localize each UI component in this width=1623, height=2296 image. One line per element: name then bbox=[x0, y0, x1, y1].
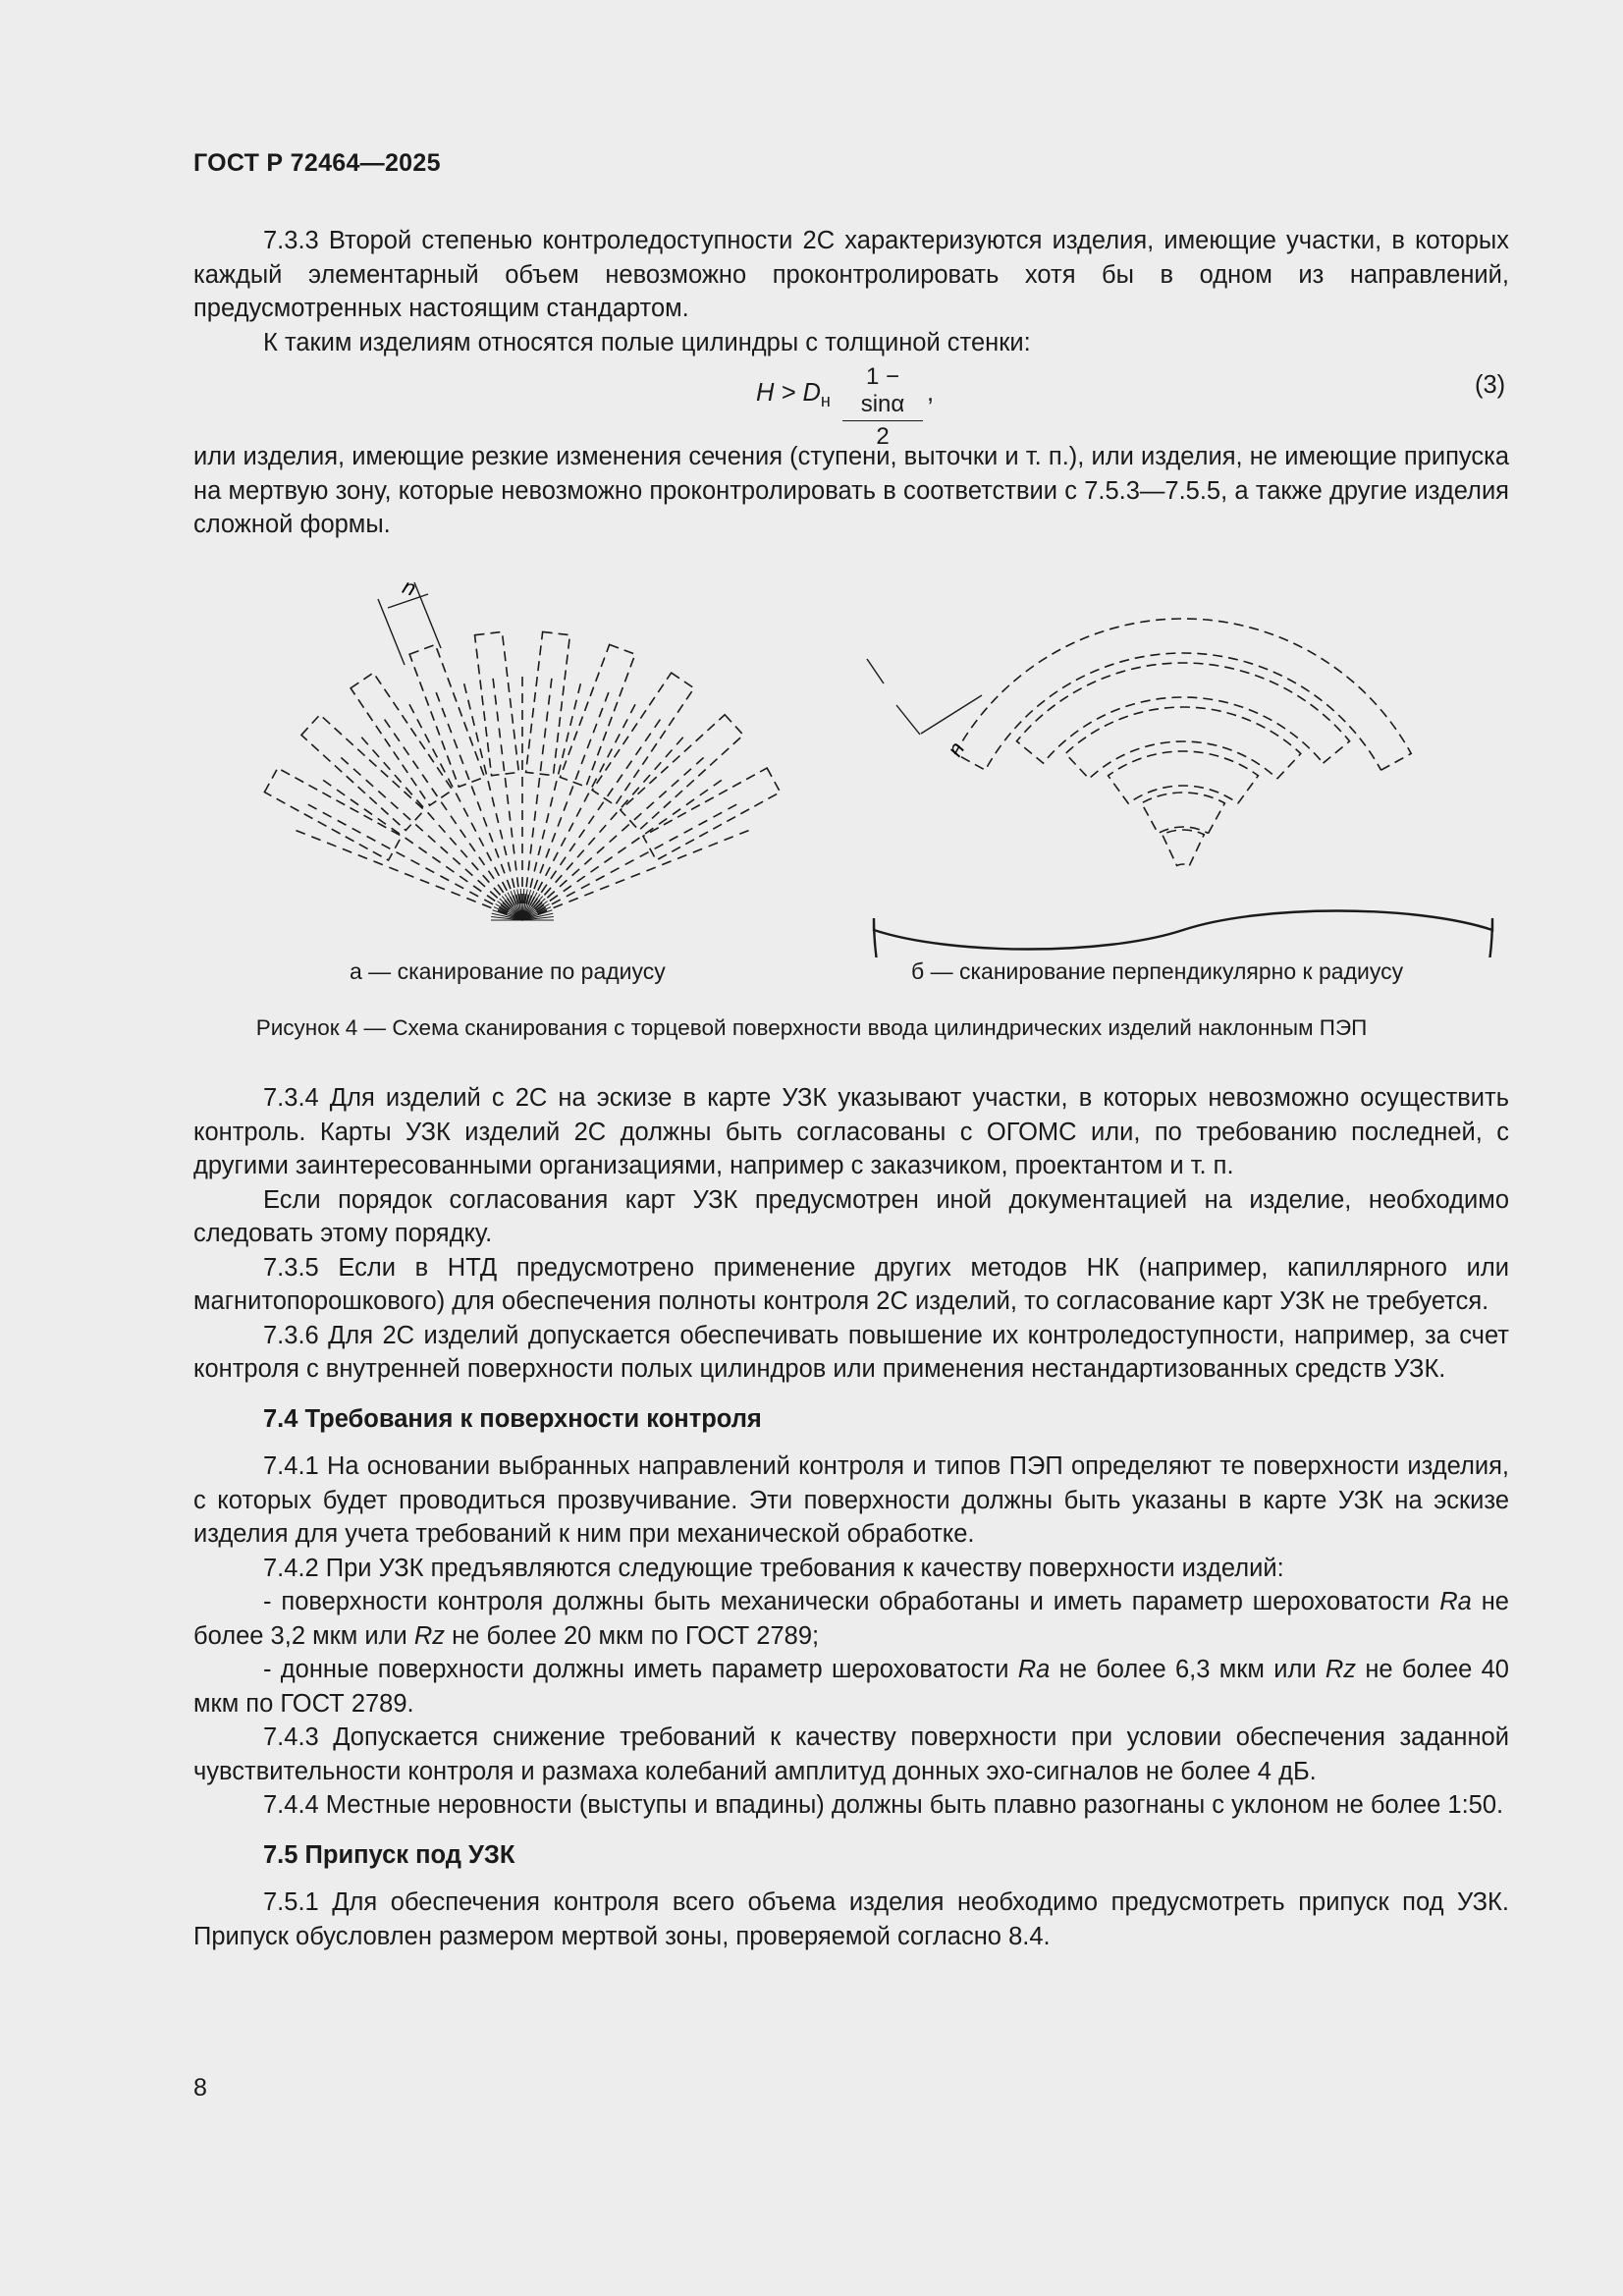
scan-zone-rect bbox=[351, 673, 453, 805]
scan-band bbox=[1163, 830, 1205, 865]
page-number: 8 bbox=[193, 2074, 207, 2102]
scan-ray bbox=[522, 801, 742, 920]
scan-zone-rect bbox=[301, 715, 424, 831]
scan-ray bbox=[522, 828, 755, 920]
scan-ray bbox=[407, 700, 522, 920]
formula-lhs: $H > D_н$ bbox=[756, 379, 831, 411]
scan-ray bbox=[435, 688, 522, 920]
scan-zone-rect bbox=[643, 768, 781, 860]
scan-ray bbox=[522, 688, 610, 920]
scan-zone-rect bbox=[409, 644, 484, 787]
heading-7-5: 7.5 Припуск под УЗК bbox=[263, 1840, 515, 1869]
scan-zone-rect bbox=[560, 644, 634, 787]
scan-ray bbox=[522, 734, 686, 920]
scan-ray bbox=[493, 675, 522, 920]
diagram-b-perpendicular-scanning bbox=[867, 619, 1492, 957]
scan-zone-rect bbox=[592, 673, 694, 805]
paragraph-7-4-4: 7.4.4 Местные неровности (выступы и впадины) должны быть плавно разогнаны с уклоном не более 1:50. bbox=[263, 1791, 1504, 1819]
caption-b: б — сканирование перпендикулярно к радиусу bbox=[911, 958, 1404, 984]
scan-band bbox=[1016, 663, 1349, 763]
part-outline-b bbox=[874, 911, 1492, 958]
paragraph-after-formula: или изделия, имеющие резкие изменения сечения (ступени, выточки и т. п.), или изделия, не имеющие припуска на мертвую зону, которые невозможно проконтролировать в соответствии с 7.5.3—7.5.5, а также другие изделия сложной формы. bbox=[193, 443, 1509, 538]
scan-ray bbox=[358, 734, 522, 920]
formula-comma: , bbox=[927, 379, 935, 407]
heading-7-4: 7.4 Требования к поверхности контроля bbox=[263, 1404, 762, 1433]
list-item-1: - поверхности контроля должны быть механически обработаны и иметь параметр шероховатости Ra не более 3,2 мкм или Rz не более 20 мкм по ГОСТ 2789; bbox=[193, 1588, 1509, 1650]
list-item-2: - донные поверхности должны иметь параметр шероховатости Ra не более 6,3 мкм или Rz не более 40 мкм по ГОСТ 2789. bbox=[193, 1656, 1509, 1718]
after-formula-text bbox=[193, 440, 1509, 542]
formula-numerator: 1 − sinα bbox=[860, 363, 905, 417]
dimension-arrow-b bbox=[896, 705, 920, 735]
dimension-line-a bbox=[378, 599, 405, 665]
paragraph-7-4-3: 7.4.3 Допускается снижение требований к качеству поверхности при условии обеспечения заданной чувствительности контроля и размаха колебаний амплитуд донных эхо-сигналов не более 4 дБ. bbox=[193, 1723, 1509, 1785]
caption-a: а — сканирование по радиусу bbox=[350, 958, 666, 984]
formula-denominator: 2 bbox=[876, 423, 890, 450]
dimension-line-b bbox=[921, 695, 982, 734]
paragraph-7-3-3-b: К таким изделиям относятся полые цилиндры с толщиной стенки: bbox=[263, 328, 1031, 356]
scan-zone-rect bbox=[264, 768, 402, 860]
formula-number: (3) bbox=[1475, 371, 1506, 399]
paragraph-7-3-4-b: Если порядок согласования карт УЗК предусмотрен иной документацией на изделие, необходимо следовать этому порядку. bbox=[193, 1185, 1509, 1247]
paragraph-7-3-5: 7.3.5 Если в НТД предусмотрено применение других методов НК (например, капиллярного или магнитопорошкового) для обеспечения полноты контроля 2С изделий, то согласование карт УЗК не требуется. bbox=[193, 1253, 1509, 1315]
scan-zone-rect bbox=[621, 715, 743, 831]
section-7-3-3 bbox=[193, 224, 1509, 359]
scan-ray bbox=[463, 680, 522, 920]
fraction-bar bbox=[842, 420, 923, 421]
formula-3 bbox=[0, 361, 1623, 450]
paragraph-7-3-4: 7.3.4 Для изделий с 2С на эскизе в карте УЗК указывают участки, в которых невозможно осуществить контроль. Карты УЗК изделий 2С должны быть согласованы с ОГОМС или, по требованию последней, с другими заинтересованными организациями, например с заказчиком, проектантом и т. п. bbox=[193, 1084, 1509, 1179]
paragraph-7-4-1: 7.4.1 На основании выбранных направлений контроля и типов ПЭП определяют те поверхности изделия, с которых будет проводиться прозвучивание. Эти поверхности должны быть указаны в карте УЗК на эскизе изделия для учета требований к ним при механической обработке. bbox=[193, 1452, 1509, 1548]
dimension-label-n-b: n bbox=[942, 738, 970, 761]
formula-fraction bbox=[842, 363, 923, 451]
paragraph-7-5-1: 7.5.1 Для обеспечения контроля всего объема изделия необходимо предусмотреть припуск под УЗК. Припуск обусловлен размером мертвой зоны, проверяемой согласно 8.4. bbox=[193, 1888, 1509, 1950]
scan-band bbox=[1109, 751, 1259, 803]
paragraph-7-3-3: 7.3.3 Второй степенью контроледоступности 2С характеризуются изделия, имеющие участки, в которых каждый элементарный объем невозможно проконтролировать хотя бы в одном из направлений, предусмотренных настоящим стандартом. bbox=[193, 227, 1509, 322]
main-body bbox=[193, 1081, 1509, 1953]
paragraph-7-4-2: 7.4.2 При УЗК предъявляются следующие требования к качеству поверхности изделий: bbox=[263, 1554, 1284, 1582]
document-header: ГОСТ Р 72464—2025 bbox=[193, 149, 441, 177]
scan-ray bbox=[302, 801, 522, 920]
dimension-arrow-b bbox=[867, 659, 884, 683]
figure-4-diagram bbox=[196, 555, 1512, 957]
scan-band bbox=[1142, 793, 1225, 834]
diagram-a-radial-scanning bbox=[264, 582, 780, 920]
scan-ray bbox=[522, 675, 552, 920]
scan-ray bbox=[522, 753, 708, 920]
figure-title: Рисунок 4 — Схема сканирования с торцевой поверхности ввода цилиндрических изделий наклонным ПЭП bbox=[255, 1015, 1368, 1040]
scan-ray bbox=[522, 680, 581, 920]
dimension-line-a bbox=[414, 582, 441, 648]
scan-ray bbox=[337, 753, 522, 920]
paragraph-7-3-6: 7.3.6 Для 2С изделий допускается обеспечивать повышение их контроледоступности, например, за счет контроля с внутренней поверхности полых цилиндров или применения нестандартизованных средств УЗК. bbox=[193, 1321, 1509, 1383]
dimension-label-n-a: n bbox=[399, 574, 419, 601]
scan-ray bbox=[290, 828, 522, 920]
